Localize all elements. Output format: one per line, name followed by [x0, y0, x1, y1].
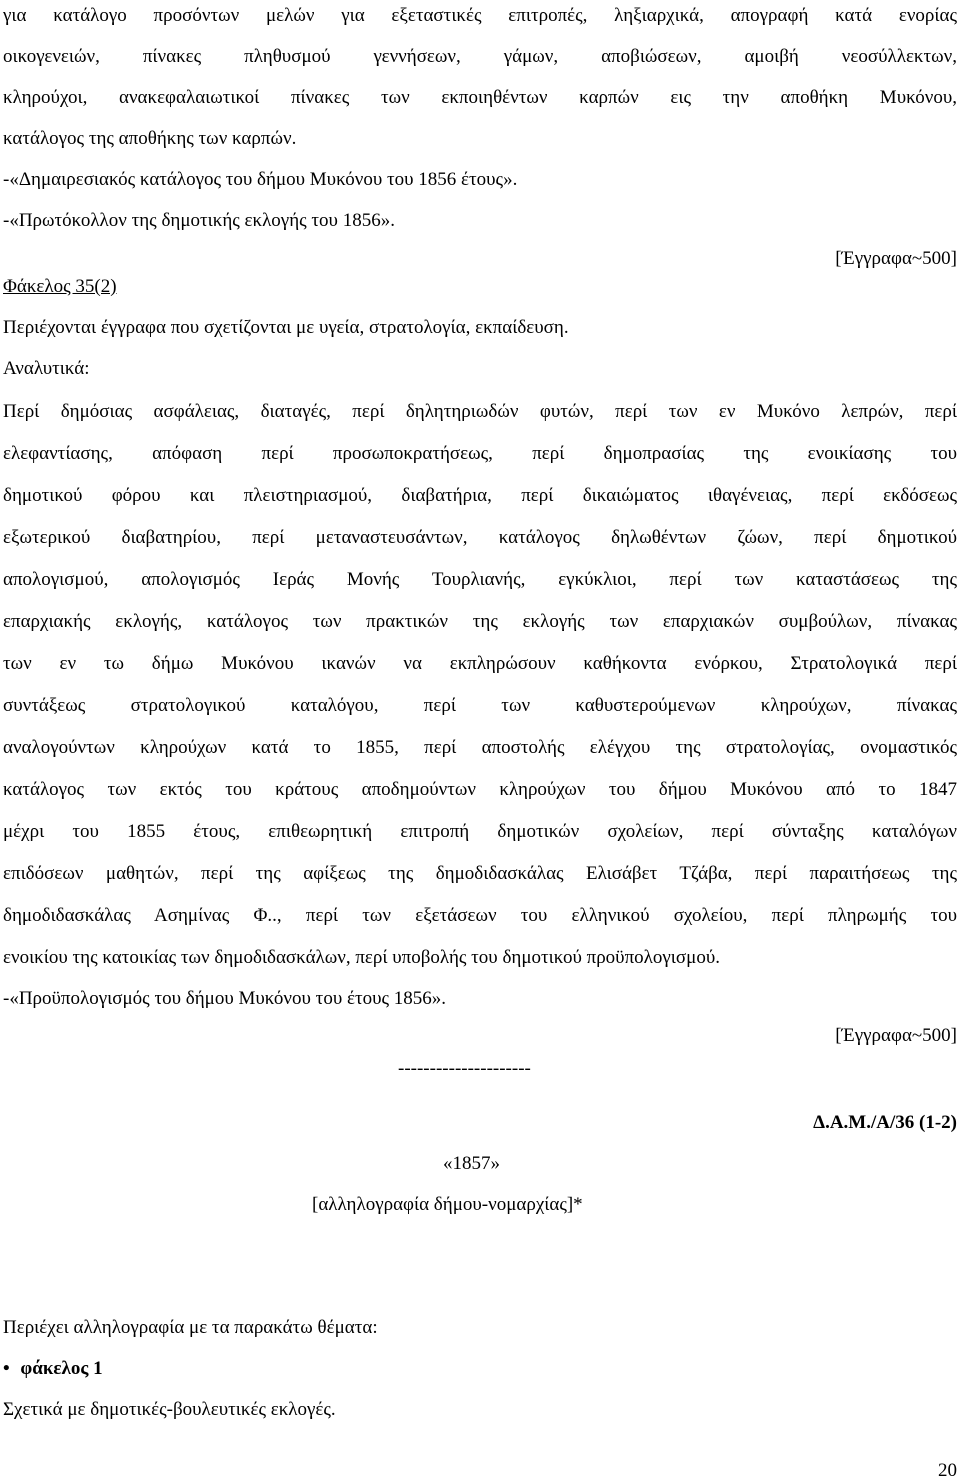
paragraph-line: αναλογούντων κληρούχων κατά το 1855, περί αποστολής ελέγχου της στρατολογίας, ονομαστικός	[3, 737, 957, 758]
paragraph-line: απολογισμού, απολογισμός Ιεράς Μονής Τουρλιανής, εγκύκλιοι, περί των καταστάσεως της	[3, 569, 957, 590]
document-count: [Έγγραφα~500]	[835, 248, 957, 269]
paragraph-line: επαρχιακής εκλογής, κατάλογος των πρακτικών της εκλογής των επαρχιακών συμβούλων, πίνακας	[3, 611, 957, 632]
paragraph-line: για κατάλογο προσόντων μελών για εξεταστικές επιτροπές, ληξιαρχικά, απογραφή κατά ενορίας	[3, 5, 957, 26]
paragraph-line: οικογενειών, πίνακες πληθυσμού γεννήσεων, γάμων, αποβιώσεων, αμοιβή νεοσύλλεκτων,	[3, 46, 957, 67]
paragraph-line: επιδόσεων μαθητών, περί της αφίξεως της δημοδιδασκάλας Ελισάβετ Τζάβα, περί παραιτήσεως της	[3, 863, 957, 884]
bullet-icon: •	[3, 1358, 10, 1379]
subfolder-item	[3, 1359, 103, 1378]
detail-label: Αναλυτικά:	[3, 358, 90, 379]
paragraph-line: δημοτικού φόρου και πλειστηριασμού, διαβατήρια, περί δικαιώματος ιθαγένειας, περί εκδόσεως	[3, 485, 957, 506]
contents-intro: Περιέχει αλληλογραφία με τα παρακάτω θέματα:	[3, 1317, 378, 1338]
subject-heading: [αλληλογραφία δήμου-νομαρχίας]*	[312, 1194, 583, 1215]
subfolder-label: φάκελος 1	[20, 1358, 103, 1379]
paragraph-line: των εν τω δήμω Μυκόνου ικανών να εκπληρώσουν καθήκοντα ενόρκου, Στρατολογικά περί	[3, 653, 957, 674]
folder-heading: Φάκελος 35(2)	[3, 276, 117, 297]
separator: ---------------------	[398, 1058, 531, 1079]
paragraph-line: εξωτερικού διαβατηρίου, περί μεταναστευσάντων, κατάλογος δηλωθέντων ζώων, περί δημοτικού	[3, 527, 957, 548]
list-item: -«Πρωτόκολλον της δημοτικής εκλογής του 1856».	[3, 210, 395, 231]
paragraph-line: δημοδιδασκάλας Ασημίνας Φ.., περί των εξετάσεων του ελληνικού σχολείου, περί πληρωμής του	[3, 905, 957, 926]
list-item: -«Δημαιρεσιακός κατάλογος του δήμου Μυκόνου του 1856 έτους».	[3, 169, 518, 190]
paragraph-line: κληρούχοι, ανακεφαλαιωτικοί πίνακες των εκποιηθέντων καρπών εις την αποθήκη Μυκόνου,	[3, 87, 957, 108]
reference-code: Δ.Α.Μ./Α/36 (1-2)	[813, 1112, 957, 1133]
subfolder-description: Σχετικά με δημοτικές-βουλευτικές εκλογές.	[3, 1399, 336, 1420]
paragraph-line: Περί δημόσιας ασφάλειας, διαταγές, περί δηλητηριωδών φυτών, περί των εν Μυκόνο λεπρών, περί	[3, 401, 957, 422]
document-count: [Έγγραφα~500]	[835, 1025, 957, 1046]
year-heading: «1857»	[443, 1153, 500, 1174]
paragraph-line: μέχρι του 1855 έτους, επιθεωρητική επιτροπή δημοτικών σχολείων, περί σύνταξης καταλόγων	[3, 821, 957, 842]
paragraph-line: ελεφαντίασης, απόφαση περί προσωποκρατήσεως, περί δημοπρασίας της ενοικίασης του	[3, 443, 957, 464]
paragraph-line: κατάλογος των εκτός του κράτους αποδημούντων κληρούχων του δήμου Μυκόνου από το 1847	[3, 779, 957, 800]
paragraph-line: κατάλογος της αποθήκης των καρπών.	[3, 128, 297, 149]
paragraph-line: ενοικίου της κατοικίας των δημοδιδασκάλων, περί υποβολής του δημοτικού προϋπολογισμού.	[3, 947, 720, 968]
paragraph-line: συντάξεως στρατολογικού καταλόγου, περί των καθυστερούμενων κληρούχων, πίνακας	[3, 695, 957, 716]
folder-summary: Περιέχονται έγγραφα που σχετίζονται με υγεία, στρατολογία, εκπαίδευση.	[3, 317, 569, 338]
list-item: -«Προϋπολογισμός του δήμου Μυκόνου του έτους 1856».	[3, 988, 447, 1009]
page-number: 20	[938, 1460, 957, 1481]
